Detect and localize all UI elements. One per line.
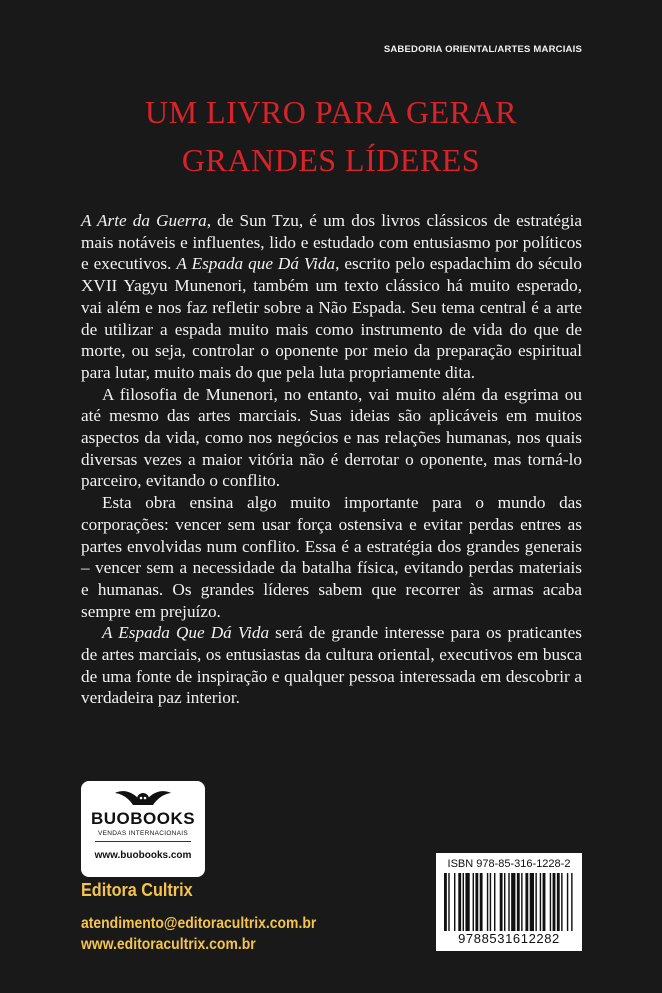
book-title-life-giving-sword-2: A Espada Que Dá Vida [102,623,270,643]
barcode-digits: 9788531612282 [458,931,560,946]
paragraph-2: A filosofia de Munenori, no entanto, vai muito além da esgrima ou até mesmo das artes marciais. Suas ideias são aplicáveis em muitos aspectos da vida, como nos negócios e nas relações humanas, nos quais diversas vezes a maior vitória não é derrotar o oponente, mas torná-lo parceiro, evitando o conflito. [81,384,582,491]
headline-line-2: GRANDES LÍDERES [181,142,481,178]
paragraph-4-text: será de grande interesse para os praticantes de artes marciais, os entusiastas da cultura oriental, executivos em busca de uma fonte de inspiração e qualquer pessoa interessada em descobrir a verdadeira paz interior. [81,623,582,708]
category-label: SABEDORIA ORIENTAL/ARTES MARCIAIS [383,44,582,55]
paragraph-4 [81,622,582,709]
barcode-icon [444,873,574,931]
publisher-website: www.editoracultrix.com.br [81,936,256,953]
barcode-box [436,853,582,951]
isbn-label: ISBN 978-85-316-1228-2 [447,858,571,870]
buobooks-url: www.buobooks.com [94,850,192,861]
owl-wings-icon [113,785,173,809]
paragraph-3: Esta obra ensina algo muito importante para o mundo das corporações: vencer sem usar força ostensiva e evitar perdas entres as partes envolvidas num conflito. Essa é a estratégia dos grandes generais – vencer sem a necessidade da batalha física, evitando perdas materiais e humanas. Os grandes líderes sabem que recorrer às armas acaba sempre em prejuízo. [81,493,582,621]
headline-line-1: UM LIVRO PARA GERAR [145,94,517,130]
headline [0,88,662,184]
book-title-life-giving-sword: A Espada que Dá Vida [176,254,336,274]
paragraph-1 [81,210,582,384]
buobooks-brand: BUOBOOKS [90,809,196,828]
book-title-art-of-war: A Arte da Guerra [81,211,207,230]
buobooks-divider [95,841,191,842]
buobooks-subtitle: VENDAS INTERNACIONAIS [97,830,189,837]
paragraph-1-text-b: , escrito pelo espadachim do século XVII Yagyu Munenori, também um texto clássico há muito esperado, vai além e nos faz refletir sobre a Não Espada. Seu tema central é a arte de utilizar a espada muito mais como instrumento de vida do que de morte, ou seja, controlar o oponente por meio da preparação espiritual para lutar, muito mais do que pela luta propriamente dita. [81,254,582,382]
publisher-name: Editora Cultrix [81,880,193,900]
body-text [81,210,582,709]
buobooks-logo [81,781,205,877]
paragraph-1-text-a: , de Sun Tzu, é um dos livros clássicos de estratégia mais notáveis e influentes, lido e estudado com entusiasmo por políticos e executivos. [81,211,582,274]
publisher-email: atendimento@editoracultrix.com.br [81,915,317,932]
